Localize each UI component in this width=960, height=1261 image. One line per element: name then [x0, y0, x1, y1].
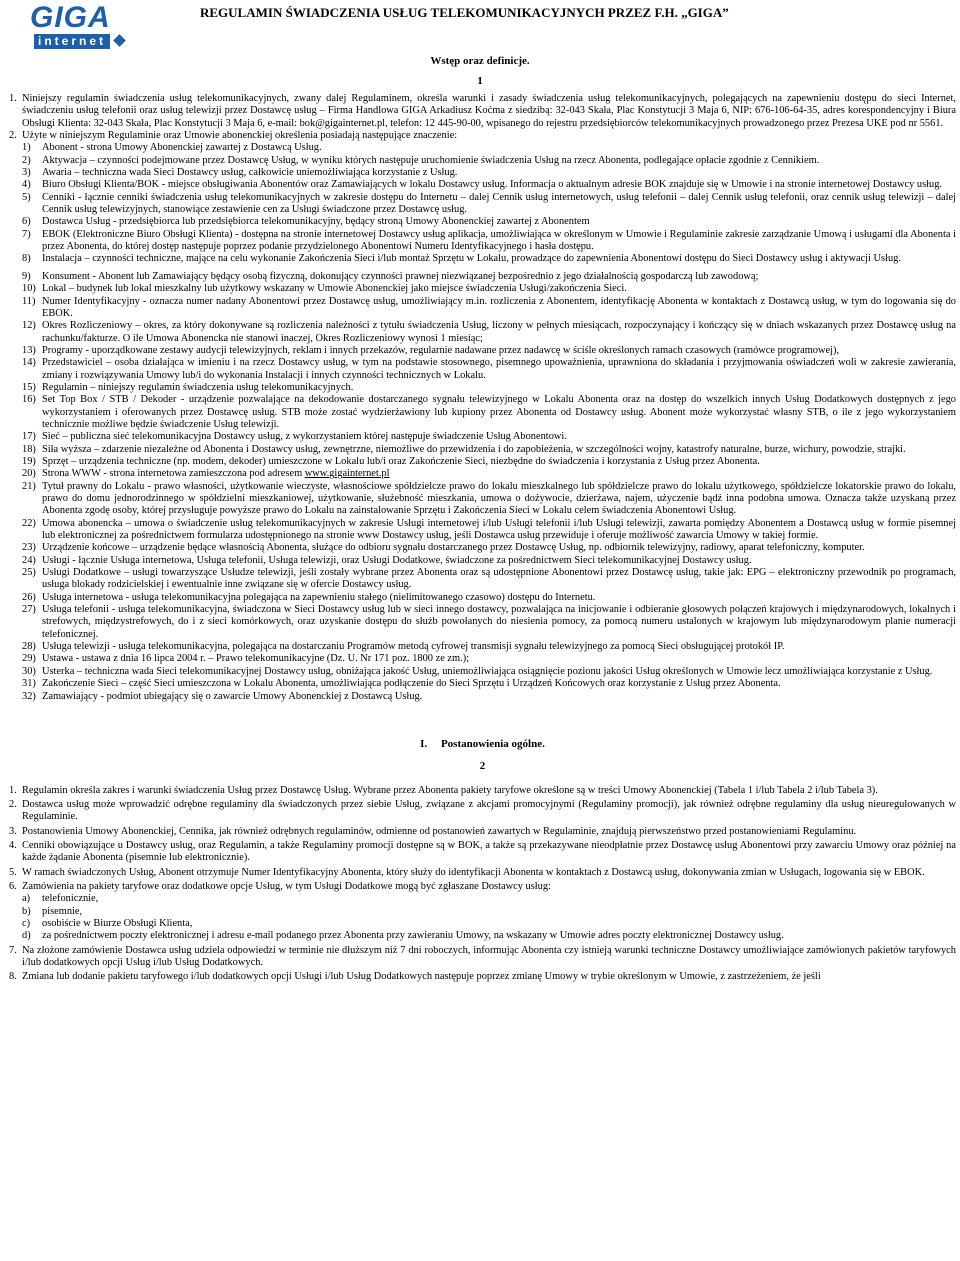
item-number: 18) [22, 443, 36, 455]
item-text: Umowa abonencka – umowa o świadczenie usług telekomunikacyjnych w zakresie Usługi internetowej i/lub Usługi telefonii i/lub Usługi telewizji, zawarta pomiędzy Abonentem a Dostawcą usług w formie pisemnej lub elektronicznej za pośrednictwem formularza udostępnionego na stronie www Dostawcy usług, jeśli Dostawca usług przewiduje i oferuje możliwość zawarcia Umowy w takiej formie. [42, 517, 956, 542]
definition-item [9, 567, 956, 592]
item-text: Zamawiający - podmiot ubiegający się o zawarcie Umowy Abonenckiej z Dostawcą Usług. [42, 690, 423, 702]
item-number: 5) [22, 191, 31, 203]
item-text: Cenniki obowiązujące u Dostawcy usług, oraz Regulamin, a także Regulaminy promocji dostępne są w BOK, a także są przekazywane nieodpłatnie przez Dostawcę usług Abonentowi przy zawarciu Umowy oraz później na każde żądanie Abonenta (pisemnie lub elektronicznie). [22, 839, 956, 864]
definition-item [9, 691, 956, 703]
item-number: 1) [22, 142, 31, 154]
order-method-item [9, 906, 956, 918]
provision-item [9, 785, 956, 797]
item-text: Na złożone zamówienie Dostawca usług udziela odpowiedzi w terminie nie dłuższym niż 7 dni roboczych, informując Abonenta czy istnieją warunki techniczne Dostawcy umożliwiające zamówionych pakietów taryfowych i/lub dodatkowych opcji Usług i/lub Usług Dodatkowych. [22, 944, 956, 968]
order-method-item [9, 893, 956, 905]
definition-item [9, 179, 956, 191]
item-text: Przedstawiciel – osoba działająca w imieniu i na rzecz Dostawcy usług, w tym na podstawie stosownego, pisemnego upoważnienia, uprawniona do składania i przyjmowania oświadczeń woli w zakresie zawierania, zmiany i rozwiązywania Umowy lub/i do wykonania Instalacji i innych czynności technicznych w Lokalu. [42, 357, 956, 381]
item-number: 14) [22, 357, 36, 369]
item-text: Sprzęt – urządzenia techniczne (np. modem, dekoder) umieszczone w Lokalu lub/i oraz Zakończenie Sieci, niezbędne do świadczenia i korzystania z Usług przez Abonenta. [42, 455, 760, 467]
item-text: Siła wyższa – zdarzenie niezależne od Abonenta i Dostawcy usług, zewnętrzne, niemożliwe do przewidzenia i do zapobieżenia, w szczególności wojny, katastrofy naturalne, burze, wichury, powodzie, strajki. [42, 443, 906, 455]
item-text: telefonicznie, [42, 893, 99, 905]
definition-item [9, 142, 956, 154]
item-text: Dostawca usług może wprowadzić odrębne regulaminy dla świadczonych przez siebie Usług, związane z akcjami promocyjnymi (Regulaminy promocji), jak również odrębne regulaminy dla usług nieuregulowanych w Regulaminie. [22, 798, 956, 823]
item-text: Usługi Dodatkowe – usługi towarzyszące Usłudze telewizji, jeśli zostały wybrane przez Abonenta oraz są udostępnione Abonentowi przez Dostawcę usług, takie jak: EPG – elektroniczny przewodnik po programach, usługa blokady rodzicielskiej i ewentualnie inne związane się w ofercie Dostawcy usług. [42, 567, 956, 591]
intro-heading: Wstęp oraz definicje. [430, 55, 530, 67]
definition-item [9, 678, 956, 690]
item-number: 2. [9, 798, 17, 810]
item-text: Usterka – techniczna wada Sieci telekomunikacyjnej Dostawcy usług, obniżająca jakość Usług, uniemożliwiająca osiągnięcie pozionu jakości Usług określonych w Umowie lecz umożliwiająca korzystanie z Usług. [42, 665, 933, 677]
item-text: Zamówienia na pakiety taryfowe oraz dodatkowe opcje Usług, w tym Usługi Dodatkowe mogą być zgłaszane Dostawcy usług: [22, 880, 551, 892]
definition-item [9, 555, 956, 567]
definition-item [9, 357, 956, 382]
definition-item [9, 283, 956, 295]
section1-point-2 [9, 130, 956, 142]
document-body [9, 93, 956, 986]
definitions-list [9, 142, 956, 707]
provision-item [9, 971, 956, 983]
item-text: Zakończenie Sieci – część Sieci umieszczona w Lokalu Abonenta, umożliwiająca podłączenie do Sieci Sprzętu i Urządzeń Końcowych oraz korzystanie z Usług przez Abonenta. [42, 678, 781, 690]
item-text: Aktywacja – czynności podejmowane przez Dostawcę Usług, w wyniku których następuje uruchomienie świadczenia Usług na rzecz Abonenta, podlegające opłacie zgodnie z Cennikiem. [42, 154, 820, 166]
item-number: 21) [22, 480, 36, 492]
item-number: 8) [22, 253, 31, 265]
definition-item [9, 229, 956, 254]
item-text: Zmiana lub dodanie pakietu taryfowego i/lub dodatkowych opcji Usługi i/lub Usług Dodatkowych następuje poprzez zmianę Umowy w trybie określonym w Umowie, z zastrzeżeniem, że jeśli [22, 971, 821, 983]
item-number: 3. [9, 825, 17, 837]
definition-item [9, 481, 956, 518]
item-number: 16) [22, 394, 36, 406]
provision-item [9, 799, 956, 824]
item-text: Numer Identyfikacyjny - oznacza numer nadany Abonentowi przez Dostawcę usług, umożliwiający m.in. rozliczenia z Abonentem, identyfikację Abonenta w kontaktach z Dostawcą usług, w tym do logowania się do EBOK. [42, 295, 956, 319]
definition-item [9, 542, 956, 554]
item-text: Strona WWW - strona internetowa zamieszczona pod adresem www.gigainternet.pl [42, 468, 390, 480]
item-text: Tytuł prawny do Lokalu - prawo własności, użytkowanie wieczyste, własnościowe spółdzielcze prawo do lokalu mieszkalnego lub spółdzielcze prawo do lokalu użytkowego, spółdzielcze lokatorskie prawo do lokalu, prawo do domu jednorodzinnego w spółdzielni mieszkaniowej, użytkowanie, służebność mieszkania, umowa o dożywocie, dzierżawa, najem, użyczenie bądź inna podobna umowa. Oznacza także uzyskaną przez Abonenta zgodę osoby, której przysługuje powyższe prawo do Lokalu na zainstalowanie Sprzętu i Zakończenia Sieci w Lokalu celem świadczenia Abonentowi Usług. [42, 480, 956, 517]
item-letter: b) [22, 905, 31, 917]
item-text: Programy - uporządkowane zestawy audycji telewizyjnych, reklam i innych przekazów, regularnie nadawane przez nadawcę w ściśle określonych ramach czasowych (ramówce programowej), [42, 344, 840, 356]
item-text: Usługa internetowa - usługa telekomunikacyjna polegająca na zapewnieniu stałego (nielimitowanego czasowo) dostępu do Internetu. [42, 591, 596, 603]
item-text: Ustawa - ustawa z dnia 16 lipca 2004 r. – Prawo telekomunikacyjne (Dz. U. Nr 171 poz. 1800 ze zm.); [42, 653, 470, 665]
item-number: 9) [22, 270, 31, 282]
item-number: 11) [22, 295, 36, 307]
definition-item [9, 167, 956, 179]
definition-item [9, 216, 956, 228]
definition-item [9, 394, 956, 431]
definition-item [9, 592, 956, 604]
item-text: Dostawca Usług - przedsiębiorca lub przedsiębiorca telekomunikacyjny, będący stroną Umowy Abonenckiej zawartej z Abonentem [42, 216, 590, 228]
item-number: 2) [22, 154, 31, 166]
item-text: Biuro Obsługi Klienta/BOK - miejsce obsługiwania Abonentów oraz Zamawiających w lokalu Dostawcy usług. Informacja o aktualnym adresie BOK znajduje się w Umowie i na stronie internetowej Dostawcy usług. [42, 179, 943, 191]
item-text: Niniejszy regulamin świadczenia usług telekomunikacyjnych, zwany dalej Regulaminem, określa warunki i zasady świadczenia usług telekomunikacyjnych, polegających na zapewnieniu dostępu do sieci Internet, świadczeniu usług telefonii oraz usług telewizji przez Dostawcę usług – Firma Handlowa GIGA Arkadiusz Koćma z siedzibą: 32-043 Skała, Plac Konstytucji 3 Maja 6, NIP: 676-106-64-35, adres korespondencyjny i Biura Obsługi Klienta: 32-043 Skała, Plac Konstytucji 3 Maja 6, e-mail: bok@gigainternet.pl, telefon: 12 445-90-00, wpisanego do rejestru przedsiębiorców telekomunikacyjnych prowadzonego przez Prezesa UKE pod nr 5561. [22, 93, 956, 129]
item-text: Cenniki - łącznie cenniki świadczenia usług telekomunikacyjnych w zakresie dostępu do Internetu – dalej Cennik usług internetowych, usług telefonii – dalej Cennik usług telefonii, oraz cennik usług telewizji – dalej Cennik usług telewizyjnych, stanowiące zestawienie cen za Usługi świadczone przez Dostawcę usług. [42, 191, 956, 216]
item-text: Okres Rozliczeniowy – okres, za który dokonywane są rozliczenia należności z tytułu świadczenia Usług, liczony w pełnych miesiącach, rozpoczynający i kończący się w dniach wskazanych przez Dostawcę usług na rachunku/fakturze. O ile Umowa Abonencka nie stanowi inaczej, Okres Rozliczeniowy wynosi 1 miesiąc; [42, 320, 956, 344]
item-text: EBOK (Elektroniczne Biuro Obsługi Klienta) - dostępna na stronie internetowej Dostawcy usług aplikacja, umożliwiająca w określonym w Umowie i Regulaminie zakresie zarządzanie Umową i usługami dla Abonenta i przez Abonenta, do której dostęp następuje poprzez podanie przydzielonego Abonentowi Numeru Identyfikacyjnego i hasła dostępu. [42, 228, 956, 253]
item-number: 32) [22, 690, 36, 702]
order-method-item [9, 918, 956, 930]
item-number: 4) [22, 179, 31, 191]
item-number: 27) [22, 604, 36, 616]
item-number: 2. [9, 130, 17, 142]
section-title: Postanowienia ogólne. [440, 737, 545, 750]
general-provisions-list [9, 785, 956, 986]
item-number: 22) [22, 517, 36, 529]
definition-item [9, 382, 956, 394]
definition-item [9, 468, 956, 480]
provision-item [9, 945, 956, 970]
definition-item [9, 518, 956, 543]
definition-item [9, 345, 956, 357]
item-number: 30) [22, 665, 36, 677]
item-number: 8. [9, 971, 17, 983]
item-number: 5. [9, 866, 17, 878]
definition-item [9, 641, 956, 653]
item-text: Lokal – budynek lub lokal mieszkalny lub użytkowy wskazany w Umowie Abonenckiej jako miejsce świadczenia Usługi/zakończenia Sieci. [42, 283, 627, 295]
item-letter: c) [22, 917, 31, 929]
definition-item [9, 253, 956, 265]
definition-item [9, 456, 956, 468]
item-text: Awaria – techniczna wada Sieci Dostawcy usług, całkowicie uniemożliwiająca korzystanie z Usług. [42, 167, 458, 179]
logo-diamond-icon [113, 34, 126, 47]
provision-item [9, 881, 956, 893]
item-text: Usługa telefonii - usługa telekomunikacyjna, świadczona w Sieci Dostawcy usług lub w sieci innego dostawcy, pozwalająca na inicjowanie i odbieranie głosowych połączeń krajowych i międzynarodowych, lokalnych i strefowych, międzystrefowych, do i z sieci komórkowych, oraz uzyskanie dostępu do służb powołanych do niesienia pomocy, za pomocą numeru ustalonych w krajowym lub międzynarodowym planie numeracji telefonicznej. [42, 604, 956, 640]
item-number: 15) [22, 381, 36, 393]
item-text: Regulamin – niniejszy regulamin świadczenia usług telekomunikacyjnych. [42, 381, 354, 393]
item-text: Instalacja – czynności techniczne, mające na celu wykonanie Zakończenia Sieci i/lub montaż Sprzętu w Lokalu, prowadzące do zapewnienia Abonentowi dostępu do Sieci Dostawcy usług i aktywacji Usług. [42, 253, 901, 265]
item-number: 6) [22, 216, 31, 228]
item-text: pisemnie, [42, 905, 83, 917]
item-number: 7) [22, 228, 31, 240]
item-text: Urządzenie końcowe – urządzenie będące własnością Abonenta, służące do odbioru sygnału dostarczanego przez Dostawcę Usług, np. odbiornik telewizyjny, radiowy, aparat telefoniczny, komputer. [42, 542, 865, 554]
company-logo [30, 1, 128, 50]
item-text: Sieć – publiczna sieć telekomunikacyjna Dostawcy usług, z wykorzystaniem której następuje świadczenie Usług Abonentowi. [42, 431, 567, 443]
item-number: 23) [22, 542, 36, 554]
definition-item [9, 296, 956, 321]
definition-item [9, 444, 956, 456]
provision-item [9, 840, 956, 865]
item-text: Postanowienia Umowy Abonenckiej, Cennika, jak również odrębnych regulaminów, odmienne od postanowień zawartych w Regulaminie, znajdują pierwszeństwo przed postanowieniami Regulaminu. [22, 825, 857, 837]
item-text: Abonent - strona Umowy Abonenckiej zawartej z Dostawcą Usług. [42, 142, 322, 154]
item-number: 24) [22, 554, 36, 566]
definition-item [9, 271, 956, 283]
item-text: za pośrednictwem poczty elektronicznej i adresu e-mail podanego przez Abonenta przy zawieraniu Umowy, na wskazany w Umowie adres poczty elektronicznej Dostawcy usług. [42, 930, 784, 942]
item-number: 1. [9, 784, 17, 796]
item-number: 26) [22, 591, 36, 603]
website-link[interactable]: www.gigainternet.pl [304, 468, 390, 480]
item-number: 13) [22, 344, 36, 356]
section-number: I. [420, 737, 428, 750]
logo-wordmark: GIGA [30, 1, 111, 34]
item-text: Użyte w niniejszym Regulaminie oraz Umowie abonenckiej określenia posiadają następujące znaczenie: [22, 130, 458, 142]
definition-item [9, 155, 956, 167]
item-number: 20) [22, 468, 36, 480]
document-title: REGULAMIN ŚWIADCZENIA USŁUG TELEKOMUNIKACYJNYCH PRZEZ F.H. „GIGA” [200, 5, 729, 20]
definition-item [9, 192, 956, 217]
item-text: Set Top Box / STB / Dekoder - urządzenie pozwalające na dekodowanie dostarczanego sygnału telewizyjnego w Lokalu Abonenta oraz na dostęp do wszelkich innych Usług Dodatkowych dostępnych z jego wykorzystaniem i oferowanych przez Dostawcę usług. STB może zostać wydzierżawiony lub kupiony przez Abonenta od Dostawcy usług. Abonent może wykorzystać własny STB, o ile z jego wykorzystaniem technicznie możliwe będzie świadczenie Usług telewizji. [42, 394, 956, 430]
item-number: 28) [22, 641, 36, 653]
definition-item [9, 653, 956, 665]
definition-item [9, 431, 956, 443]
item-number: 3) [22, 167, 31, 179]
item-text: Konsument - Abonent lub Zamawiający będący osobą fizyczną, dokonujący czynności prawnej niezwiązanej bezpośrednio z jego działalnością gospodarczą lub zawodową; [42, 270, 759, 282]
order-method-item [9, 930, 956, 942]
definition-item [9, 604, 956, 641]
provision-item [9, 867, 956, 879]
item-text: Usługi - łącznie Usługa internetowa, Usługa telefonii, Usługa telewizji, oraz Usługi Dodatkowe, świadczone za pośrednictwem Sieci telekomunikacyjnej Dostawcy usług. [42, 554, 752, 566]
item-number: 17) [22, 431, 36, 443]
item-number: 29) [22, 653, 36, 665]
item-letter: d) [22, 930, 31, 942]
item-number: 4. [9, 839, 17, 851]
item-number: 10) [22, 283, 36, 295]
item-number: 1. [9, 93, 17, 104]
item-text: W ramach świadczonych Usług, Abonent otrzymuje Numer Identyfikacyjny Abonenta, który służy do identyfikacji Abonenta w kontaktach z Dostawcą usług, dokonywania zmian w Usługach, logowania się w EBOK. [22, 866, 925, 878]
paragraph-number-1: 1 [477, 75, 483, 87]
item-number: 19) [22, 455, 36, 467]
item-number: 25) [22, 567, 36, 579]
section-heading [9, 738, 956, 750]
item-letter: a) [22, 893, 31, 905]
item-number: 12) [22, 320, 36, 332]
item-text: Regulamin określa zakres i warunki świadczenia Usług przez Dostawcę Usług. Wybrane przez Abonenta pakiety taryfowe określone są w treści Umowy Abonenckiej (Tabela 1 i/lub Tabela 2 i/lub Tabela 3). [22, 784, 878, 796]
section1-point-1 [9, 93, 956, 130]
provision-item [9, 826, 956, 838]
definition-item [9, 320, 956, 345]
item-text: Usługa telewizji - usługa telekomunikacyjna, polegająca na dostarczaniu Programów metodą cyfrowej transmisji sygnału telewizyjnego za pomocą Sieci obsługującej protokół IP. [42, 641, 785, 653]
item-number: 31) [22, 678, 36, 690]
item-text: osobiście w Biurze Obsługi Klienta, [42, 917, 193, 929]
item-number: 6. [9, 880, 17, 892]
logo-subtitle: internet [34, 34, 110, 49]
definition-item [9, 666, 956, 678]
item-number: 7. [9, 944, 17, 956]
paragraph-number-2: 2 [479, 760, 486, 773]
